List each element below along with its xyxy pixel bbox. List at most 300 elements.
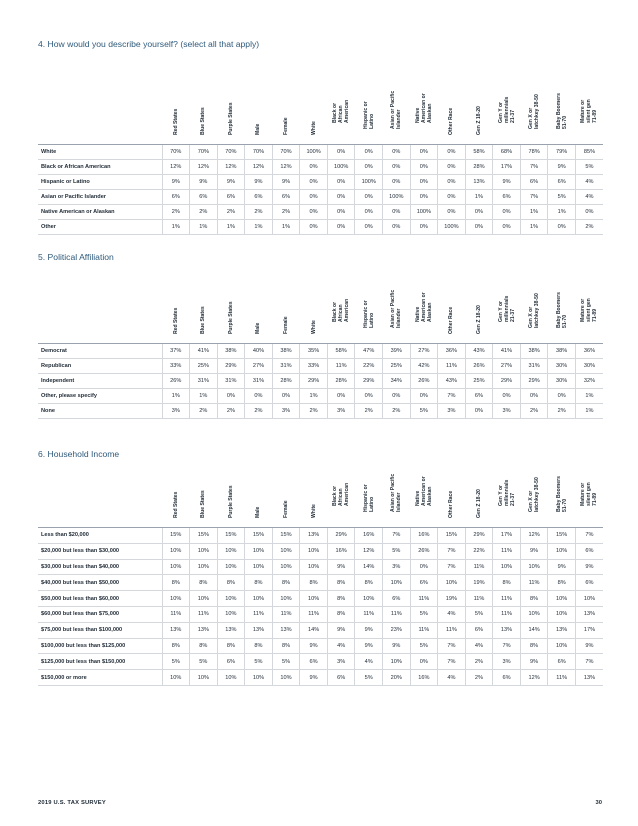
table-row [38, 190, 603, 205]
footer-survey-title: 2019 U.S. TAX SURVEY [38, 800, 106, 806]
table-cell: 1% [465, 190, 493, 205]
table-cell: 100% [438, 220, 466, 235]
table-cell: 2% [272, 205, 300, 220]
table-row [38, 591, 603, 607]
column-header [162, 273, 190, 344]
table-cell: 12% [162, 160, 190, 175]
column-header [327, 60, 355, 145]
table-cell: 1% [245, 220, 273, 235]
table-cell: 7% [575, 654, 603, 670]
table-cell: 11% [465, 559, 493, 575]
table-cell: 9% [493, 175, 521, 190]
table-cell: 10% [190, 591, 218, 607]
column-header [190, 470, 218, 528]
table-cell: 9% [245, 175, 273, 190]
column-header-label: Native American or Alaskan [414, 93, 433, 123]
table-cell: 2% [465, 654, 493, 670]
table-cell: 6% [272, 190, 300, 205]
column-header [465, 470, 493, 528]
table-cell: 5% [548, 190, 576, 205]
column-header-label: Asian or Pacific Islander [390, 289, 403, 328]
table-cell: 6% [575, 575, 603, 591]
table-cell: 6% [548, 654, 576, 670]
table-cell: 7% [438, 389, 466, 404]
table-cell: 19% [438, 591, 466, 607]
table-cell: 11% [493, 543, 521, 559]
table-cell: 10% [245, 591, 273, 607]
table-cell: 5% [383, 543, 411, 559]
table-cell: 29% [327, 528, 355, 544]
row-label: Hispanic or Latino [38, 175, 162, 190]
table-cell: 0% [355, 205, 383, 220]
table-cell: 6% [245, 190, 273, 205]
table-cell: 6% [162, 190, 190, 205]
table-cell: 10% [548, 638, 576, 654]
table-cell: 10% [162, 591, 190, 607]
table-cell: 31% [245, 374, 273, 389]
table-cell: 31% [272, 359, 300, 374]
row-label: Native American or Alaskan [38, 205, 162, 220]
table-cell: 0% [493, 389, 521, 404]
table-cell: 68% [493, 145, 521, 160]
table-cell: 1% [272, 220, 300, 235]
table-cell: 70% [190, 145, 218, 160]
table-cell: 30% [548, 374, 576, 389]
column-header [355, 60, 383, 145]
table-cell: 8% [520, 591, 548, 607]
table-cell: 1% [190, 389, 218, 404]
table-cell: 0% [410, 190, 438, 205]
table-cell: 28% [327, 374, 355, 389]
table-cell: 14% [520, 622, 548, 638]
table-cell: 43% [465, 344, 493, 359]
table-cell: 1% [300, 389, 328, 404]
table-cell: 11% [465, 591, 493, 607]
table-cell: 0% [327, 145, 355, 160]
column-header [465, 273, 493, 344]
table-cell: 15% [162, 528, 190, 544]
column-header [272, 273, 300, 344]
table-cell: 9% [548, 160, 576, 175]
table-cell: 9% [162, 175, 190, 190]
table-cell: 79% [548, 145, 576, 160]
table-cell: 0% [300, 205, 328, 220]
table-cell: 3% [493, 404, 521, 419]
table-cell: 8% [493, 575, 521, 591]
table-cell: 0% [272, 389, 300, 404]
column-header [438, 60, 466, 145]
table-cell: 0% [327, 190, 355, 205]
column-header [327, 273, 355, 344]
table-cell: 8% [327, 606, 355, 622]
column-header [300, 60, 328, 145]
table-cell: 1% [162, 389, 190, 404]
row-label: Other, please specify [38, 389, 162, 404]
table-cell: 31% [520, 359, 548, 374]
table-cell: 6% [465, 389, 493, 404]
table-cell: 10% [520, 606, 548, 622]
table-cell: 11% [438, 622, 466, 638]
table-cell: 6% [410, 575, 438, 591]
table-cell: 7% [438, 543, 466, 559]
table-cell: 5% [272, 654, 300, 670]
table-cell: 5% [465, 606, 493, 622]
table-cell: 4% [438, 670, 466, 686]
column-header [438, 273, 466, 344]
table-cell: 2% [300, 404, 328, 419]
table-cell: 10% [493, 559, 521, 575]
table-cell: 0% [438, 175, 466, 190]
table-cell: 12% [217, 160, 245, 175]
table-cell: 10% [383, 654, 411, 670]
table-cell: 5% [245, 654, 273, 670]
header-row [38, 470, 603, 528]
column-header-label: Black or African American [332, 482, 351, 506]
table-cell: 30% [548, 359, 576, 374]
column-header [575, 273, 603, 344]
table-cell: 100% [327, 160, 355, 175]
table-cell: 31% [217, 374, 245, 389]
table-cell: 8% [190, 575, 218, 591]
table-cell: 0% [520, 389, 548, 404]
row-label: $40,000 but less than $50,000 [38, 575, 162, 591]
table-cell: 100% [383, 190, 411, 205]
column-header-label: Gen Y or millennials 21-37 [497, 96, 516, 123]
table-cell: 15% [272, 528, 300, 544]
table-cell: 13% [217, 622, 245, 638]
table-row [38, 145, 603, 160]
table-cell: 7% [520, 190, 548, 205]
table-cell: 17% [493, 160, 521, 175]
table-cell: 0% [493, 205, 521, 220]
table-cell: 0% [327, 175, 355, 190]
table-cell: 11% [493, 606, 521, 622]
header-blank [38, 470, 162, 528]
table-cell: 26% [410, 374, 438, 389]
table-cell: 25% [465, 374, 493, 389]
table-cell: 37% [162, 344, 190, 359]
table-cell: 0% [410, 160, 438, 175]
table-cell: 10% [245, 670, 273, 686]
column-header [162, 470, 190, 528]
table-cell: 12% [245, 160, 273, 175]
table-cell: 5% [162, 654, 190, 670]
table-cell: 13% [190, 622, 218, 638]
column-header [162, 60, 190, 145]
column-header-label: Native American or Alaskan [414, 292, 433, 322]
table-cell: 14% [355, 559, 383, 575]
table-row [38, 575, 603, 591]
column-header-label: Gen Z 18-20 [475, 489, 482, 518]
table-cell: 10% [217, 591, 245, 607]
table-cell: 10% [300, 591, 328, 607]
column-header [493, 273, 521, 344]
table-cell: 0% [245, 389, 273, 404]
table-row [38, 160, 603, 175]
row-label: $20,000 but less than $30,000 [38, 543, 162, 559]
table-cell: 25% [190, 359, 218, 374]
column-header-label: Asian or Pacific Islander [390, 90, 403, 129]
table-cell: 8% [548, 575, 576, 591]
table-cell: 4% [327, 638, 355, 654]
table-cell: 10% [245, 559, 273, 575]
table-cell: 10% [300, 543, 328, 559]
table-cell: 70% [162, 145, 190, 160]
table-cell: 32% [575, 374, 603, 389]
table-cell: 2% [217, 404, 245, 419]
table-cell: 2% [245, 404, 273, 419]
column-header-label: Other Race [448, 490, 455, 518]
table-row [38, 344, 603, 359]
column-header-label: Gen Z 18-20 [475, 106, 482, 135]
table-cell: 8% [520, 638, 548, 654]
column-header-label: Female [283, 117, 290, 135]
table-cell: 5% [190, 654, 218, 670]
table-cell: 6% [383, 591, 411, 607]
column-header-label: Female [283, 316, 290, 334]
table-cell: 4% [465, 638, 493, 654]
column-header-label: Gen Z 18-20 [475, 305, 482, 334]
table-cell: 0% [383, 220, 411, 235]
table-cell: 25% [383, 359, 411, 374]
table-cell: 11% [520, 575, 548, 591]
table-cell: 35% [300, 344, 328, 359]
table-cell: 0% [410, 220, 438, 235]
column-header [383, 273, 411, 344]
table-cell: 29% [355, 374, 383, 389]
table-row [38, 220, 603, 235]
table-cell: 10% [272, 543, 300, 559]
table-cell: 1% [548, 205, 576, 220]
crosstab-table [38, 60, 603, 235]
column-header [355, 470, 383, 528]
table-cell: 0% [300, 220, 328, 235]
table-cell: 11% [410, 622, 438, 638]
row-label: Independent [38, 374, 162, 389]
table-cell: 41% [190, 344, 218, 359]
row-label: $30,000 but less than $40,000 [38, 559, 162, 575]
table-cell: 100% [300, 145, 328, 160]
table-cell: 28% [465, 160, 493, 175]
table-cell: 4% [355, 654, 383, 670]
table-cell: 0% [327, 389, 355, 404]
column-header-label: Hispanic or Latino [362, 484, 375, 512]
table-cell: 3% [493, 654, 521, 670]
table-cell: 0% [355, 190, 383, 205]
table-row [38, 175, 603, 190]
table-cell: 15% [190, 528, 218, 544]
column-header-label: Gen X or latchkey 38-50 [528, 477, 541, 512]
table-cell: 10% [190, 543, 218, 559]
table-cell: 15% [548, 528, 576, 544]
table-cell: 16% [410, 528, 438, 544]
column-header [300, 470, 328, 528]
table-cell: 10% [190, 559, 218, 575]
table-cell: 34% [383, 374, 411, 389]
table-cell: 13% [245, 622, 273, 638]
table-cell: 0% [575, 205, 603, 220]
table-cell: 2% [217, 205, 245, 220]
table-cell: 27% [493, 359, 521, 374]
table-cell: 15% [245, 528, 273, 544]
table-cell: 11% [272, 606, 300, 622]
table-row [38, 389, 603, 404]
table-cell: 10% [300, 559, 328, 575]
table-cell: 16% [355, 528, 383, 544]
row-label: Other [38, 220, 162, 235]
table-cell: 0% [465, 404, 493, 419]
table-cell: 8% [217, 638, 245, 654]
table-cell: 12% [355, 543, 383, 559]
table-cell: 8% [355, 575, 383, 591]
table-cell: 10% [520, 559, 548, 575]
table-cell: 0% [493, 220, 521, 235]
table-cell: 58% [465, 145, 493, 160]
table-row [38, 670, 603, 686]
table-cell: 8% [162, 638, 190, 654]
table-cell: 3% [162, 404, 190, 419]
section-household-income [38, 448, 603, 686]
table-cell: 27% [410, 344, 438, 359]
row-label: $75,000 but less than $100,000 [38, 622, 162, 638]
table-cell: 36% [438, 344, 466, 359]
table-cell: 40% [245, 344, 273, 359]
table-cell: 1% [190, 220, 218, 235]
table-cell: 29% [520, 374, 548, 389]
column-header [410, 470, 438, 528]
table-cell: 0% [438, 145, 466, 160]
table-cell: 0% [355, 160, 383, 175]
table-cell: 7% [383, 528, 411, 544]
table-cell: 12% [272, 160, 300, 175]
table-cell: 9% [548, 559, 576, 575]
table-cell: 7% [520, 160, 548, 175]
table-cell: 78% [520, 145, 548, 160]
table-cell: 11% [548, 670, 576, 686]
column-header-label: Gen X or latchkey 38-50 [528, 293, 541, 328]
table-cell: 2% [383, 404, 411, 419]
section-title: 6. Household Income [38, 449, 120, 459]
table-cell: 0% [355, 145, 383, 160]
column-header-label: Red States [172, 307, 179, 334]
table-cell: 11% [162, 606, 190, 622]
column-header-label: Blue States [200, 490, 207, 518]
table-cell: 9% [300, 638, 328, 654]
table-cell: 9% [355, 622, 383, 638]
table-cell: 0% [410, 145, 438, 160]
table-cell: 8% [162, 575, 190, 591]
column-header [300, 273, 328, 344]
row-label: Democrat [38, 344, 162, 359]
table-cell: 0% [355, 220, 383, 235]
table-row [38, 359, 603, 374]
column-header-label: Blue States [200, 107, 207, 135]
column-header [575, 470, 603, 528]
table-cell: 10% [162, 543, 190, 559]
table-cell: 0% [465, 220, 493, 235]
table-cell: 6% [217, 654, 245, 670]
table-row [38, 559, 603, 575]
table-cell: 4% [575, 190, 603, 205]
column-header-label: Gen X or latchkey 38-50 [528, 94, 541, 129]
column-header-label: Hispanic or Latino [362, 101, 375, 129]
column-header-label: Other Race [448, 107, 455, 135]
table-cell: 70% [245, 145, 273, 160]
table-cell: 8% [245, 638, 273, 654]
table-cell: 0% [410, 559, 438, 575]
table-cell: 11% [327, 359, 355, 374]
table-cell: 1% [217, 220, 245, 235]
table-cell: 11% [190, 606, 218, 622]
table-cell: 13% [493, 622, 521, 638]
column-header-label: Gen Y or millennials 21-37 [497, 295, 516, 322]
column-header [520, 60, 548, 145]
table-cell: 30% [575, 359, 603, 374]
table-cell: 15% [217, 528, 245, 544]
table-cell: 10% [272, 670, 300, 686]
table-cell: 9% [355, 638, 383, 654]
header-row [38, 273, 603, 344]
table-cell: 4% [575, 175, 603, 190]
table-cell: 13% [272, 622, 300, 638]
table-cell: 8% [327, 591, 355, 607]
table-cell: 9% [575, 559, 603, 575]
column-header [217, 470, 245, 528]
table-cell: 58% [327, 344, 355, 359]
table-row [38, 654, 603, 670]
table-cell: 5% [410, 404, 438, 419]
table-cell: 0% [355, 389, 383, 404]
table-cell: 0% [438, 160, 466, 175]
column-header-label: Purple States [227, 102, 234, 135]
column-header-label: Male [255, 506, 262, 518]
column-header [438, 470, 466, 528]
table-cell: 13% [575, 606, 603, 622]
table-cell: 6% [548, 175, 576, 190]
column-header-label: White [310, 504, 317, 518]
table-cell: 13% [548, 622, 576, 638]
table-cell: 13% [300, 528, 328, 544]
column-header-label: Baby Boomers 51-70 [555, 93, 568, 129]
table-cell: 5% [575, 160, 603, 175]
table-cell: 8% [245, 575, 273, 591]
table-cell: 22% [465, 543, 493, 559]
table-cell: 10% [217, 670, 245, 686]
table-cell: 15% [438, 528, 466, 544]
table-cell: 9% [520, 654, 548, 670]
column-header [520, 273, 548, 344]
table-cell: 0% [300, 160, 328, 175]
row-label: Black or African American [38, 160, 162, 175]
table-cell: 36% [575, 344, 603, 359]
table-cell: 11% [410, 591, 438, 607]
table-cell: 2% [162, 205, 190, 220]
column-header [272, 60, 300, 145]
table-cell: 3% [327, 654, 355, 670]
column-header [465, 60, 493, 145]
header-row [38, 60, 603, 145]
table-cell: 10% [190, 670, 218, 686]
table-cell: 28% [272, 374, 300, 389]
row-label: Less than $20,000 [38, 528, 162, 544]
table-cell: 38% [217, 344, 245, 359]
column-header [548, 470, 576, 528]
table-cell: 2% [190, 404, 218, 419]
table-cell: 2% [355, 404, 383, 419]
column-header-label: Baby Boomers 51-70 [555, 292, 568, 328]
table-cell: 2% [520, 404, 548, 419]
table-cell: 0% [438, 190, 466, 205]
